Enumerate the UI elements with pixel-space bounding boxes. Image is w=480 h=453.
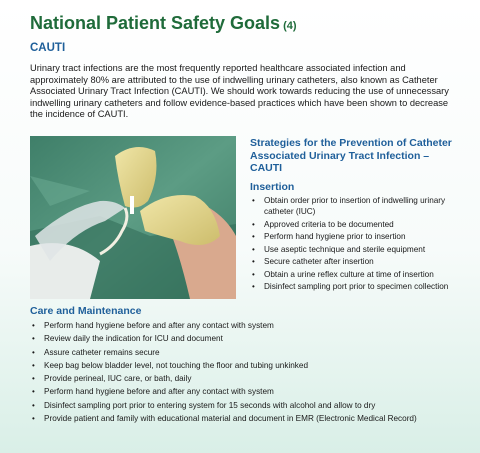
list-item: [30, 387, 475, 397]
care-maintenance-heading: Care and Maintenance: [30, 305, 142, 317]
list-item-text: Perform hand hygiene prior to insertion: [264, 232, 406, 242]
intro-paragraph: Urinary tract infections are the most frequently reported healthcare associated infection and approximately 80% are attributed to the use of indwelling urinary catheters, also known as Catheter Associated Urinary Tract Infection (CAUTI). We should work towards reducing the use of unnecessary indwelling urinary catheters and follow evidence-based practices which have been shown to decrease the incidence of CAUTI.: [30, 63, 449, 120]
list-item: [250, 232, 465, 243]
care-maintenance-list: [30, 321, 475, 427]
list-item: [250, 270, 465, 281]
list-item-text: Perform hand hygiene before and after any contact with system: [44, 387, 274, 397]
page-number: (4): [283, 20, 297, 32]
list-item-text: Assure catheter remains secure: [44, 347, 160, 357]
bullet-icon: •: [32, 347, 35, 357]
bullet-icon: •: [252, 232, 255, 242]
list-item: [250, 196, 465, 218]
bullet-icon: •: [32, 414, 35, 424]
bullet-icon: •: [32, 360, 35, 370]
list-item: [30, 361, 475, 371]
bullet-icon: •: [32, 374, 35, 384]
list-item: [30, 334, 475, 344]
bullet-icon: •: [252, 269, 255, 279]
list-item-text: Keep bag below bladder level, not touching the floor and tubing unkinked: [44, 360, 309, 370]
list-item: [30, 401, 475, 411]
photo-illustration: [30, 136, 236, 299]
list-item: [250, 257, 465, 268]
strategies-heading: Strategies for the Prevention of Catheter Associated Urinary Tract Infection – CAUTI: [250, 137, 452, 174]
list-item-text: Obtain order prior to insertion of indwelling urinary catheter (IUC): [264, 196, 446, 216]
page-title-text: National Patient Safety Goals: [30, 13, 281, 33]
list-item-text: Approved criteria to be documented: [264, 219, 394, 229]
list-item: [30, 348, 475, 358]
bullet-icon: •: [32, 334, 35, 344]
list-item: [250, 282, 465, 293]
list-item: [30, 321, 475, 331]
bullet-icon: •: [252, 257, 255, 267]
list-item-text: Review daily the indication for ICU and document: [44, 334, 223, 344]
list-item-text: Secure catheter after insertion: [264, 257, 374, 267]
page-title: [30, 13, 297, 34]
bullet-icon: •: [32, 321, 35, 330]
insertion-list: [250, 196, 465, 295]
bullet-icon: •: [252, 282, 255, 292]
list-item-text: Perform hand hygiene before and after any contact with system: [44, 321, 274, 330]
bullet-icon: •: [32, 387, 35, 397]
bullet-icon: •: [32, 400, 35, 410]
list-item-text: Obtain a urine reflex culture at time of insertion: [264, 269, 434, 279]
catheter-insertion-photo: [30, 136, 236, 299]
list-item: [30, 414, 475, 424]
bullet-icon: •: [252, 196, 255, 205]
list-item-text: Provide perineal, IUC care, or bath, daily: [44, 374, 192, 384]
cauti-heading: CAUTI: [30, 42, 66, 54]
list-item-text: Provide patient and family with educational material and document in EMR (Electronic Medical Record): [44, 414, 417, 424]
list-item: [30, 374, 475, 384]
list-item-text: Use aseptic technique and sterile equipment: [264, 244, 426, 254]
insertion-heading: Insertion: [250, 181, 295, 193]
cotton-swab: [130, 196, 134, 214]
list-item-text: Disinfect sampling port prior to specimen collection: [264, 282, 449, 292]
list-item-text: Disinfect sampling port prior to entering system for 15 seconds with alcohol and allow to dry: [44, 400, 376, 410]
bullet-icon: •: [252, 244, 255, 254]
list-item: [250, 220, 465, 231]
list-item: [250, 245, 465, 256]
bullet-icon: •: [252, 219, 255, 229]
